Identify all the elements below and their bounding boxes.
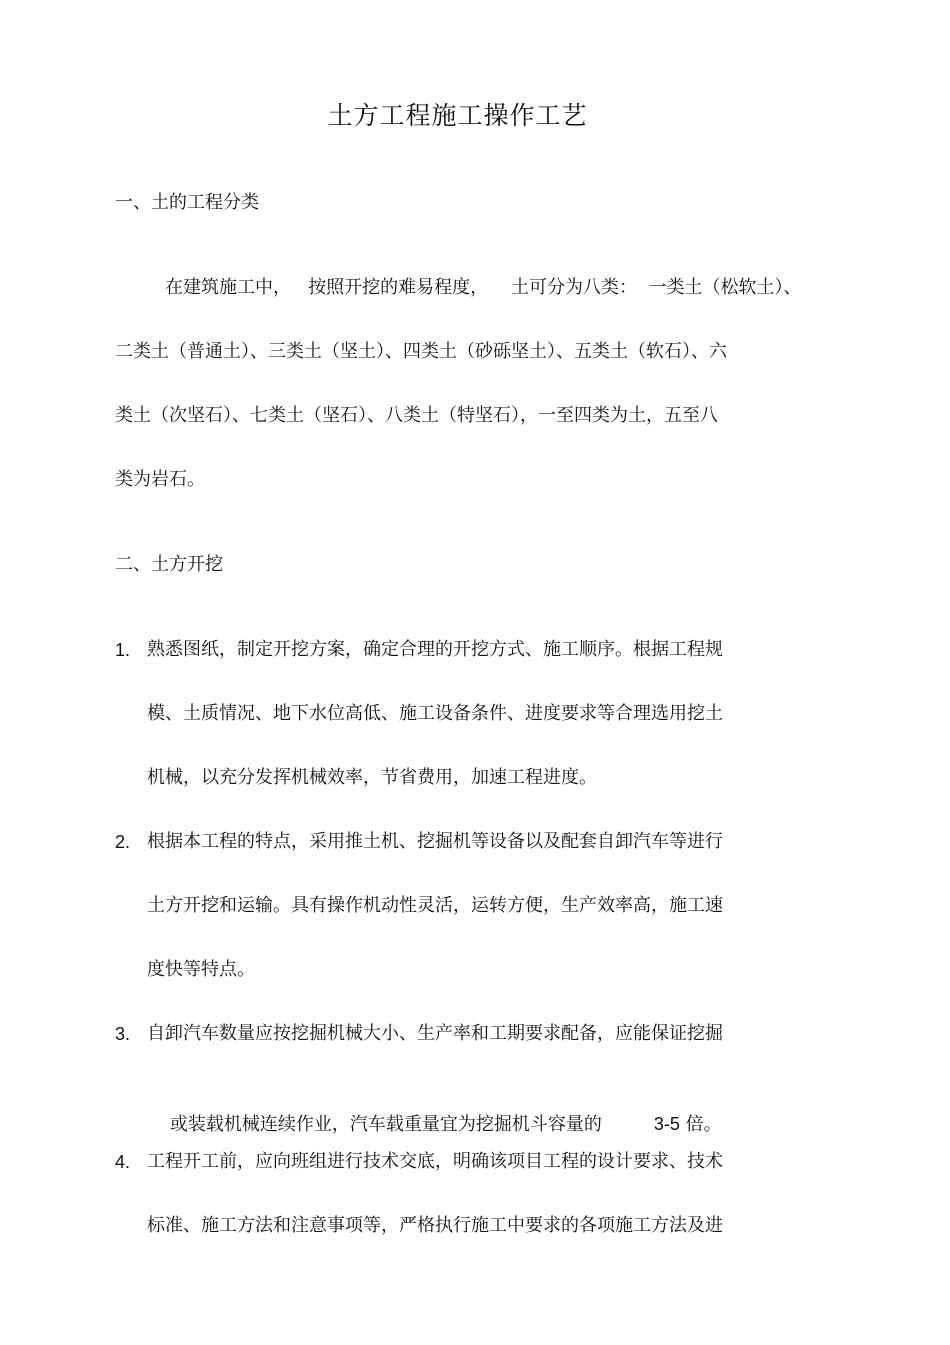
list-item-line: 工程开工前，应向班组进行技术交底，明确该项目工程的设计要求、技术 (147, 1151, 723, 1172)
list-item-number: 2. (115, 832, 131, 852)
list-item-line: 模、土质情况、地下水位高低、施工设备条件、进度要求等合理选用挖土 (147, 703, 723, 724)
section-heading-earth-excavation: 二、土方开挖 (115, 554, 223, 575)
paragraph-line: 类土（次坚石）、七类土（坚石）、八类土（特坚石），一至四类为土，五至八 (115, 405, 718, 426)
list-item-number: 1. (115, 640, 131, 660)
list-item-line: 度快等特点。 (147, 959, 255, 980)
paragraph-line: 类为岩石。 (115, 469, 205, 490)
paragraph-line: 在建筑施工中， 按照开挖的难易程度， 土可分为八类： 一类土（松软土）、 (165, 277, 802, 298)
list-item-number: 3. (115, 1024, 131, 1044)
paragraph-line: 二类土（普通土）、三类土（坚土）、四类土（砂砾坚土）、五类土（软石）、六 (115, 341, 727, 362)
list-item-number: 4. (115, 1152, 131, 1172)
list-item-line: 自卸汽车数量应按挖掘机械大小、生产率和工期要求配备，应能保证挖掘 (147, 1023, 723, 1044)
list-item-line: 熟悉图纸，制定开挖方案，确定合理的开挖方式、施工顺序。根据工程规 (147, 639, 723, 660)
list-item-line: 标准、施工方法和注意事项等，严格执行施工中要求的各项施工方法及进 (147, 1215, 723, 1236)
list-item-line: 机械，以充分发挥机械效率，节省费用，加速工程进度。 (147, 767, 597, 788)
list-item-line: 根据本工程的特点，采用推土机、挖掘机等设备以及配套自卸汽车等进行 (147, 831, 723, 852)
document-title: 土方工程施工操作工艺 (327, 101, 588, 130)
list-item-line: 土方开挖和运输。具有操作机动性灵活，运转方便，生产效率高，施工速 (147, 895, 723, 916)
list-item-text-segment: 倍。 (685, 1114, 722, 1135)
section-heading-soil-classification: 一、土的工程分类 (115, 192, 259, 213)
inline-number: 3-5 (653, 1114, 680, 1134)
list-item-text-segment: 或装载机械连续作业，汽车载重量宜为挖掘机斗容量的 (169, 1114, 602, 1135)
